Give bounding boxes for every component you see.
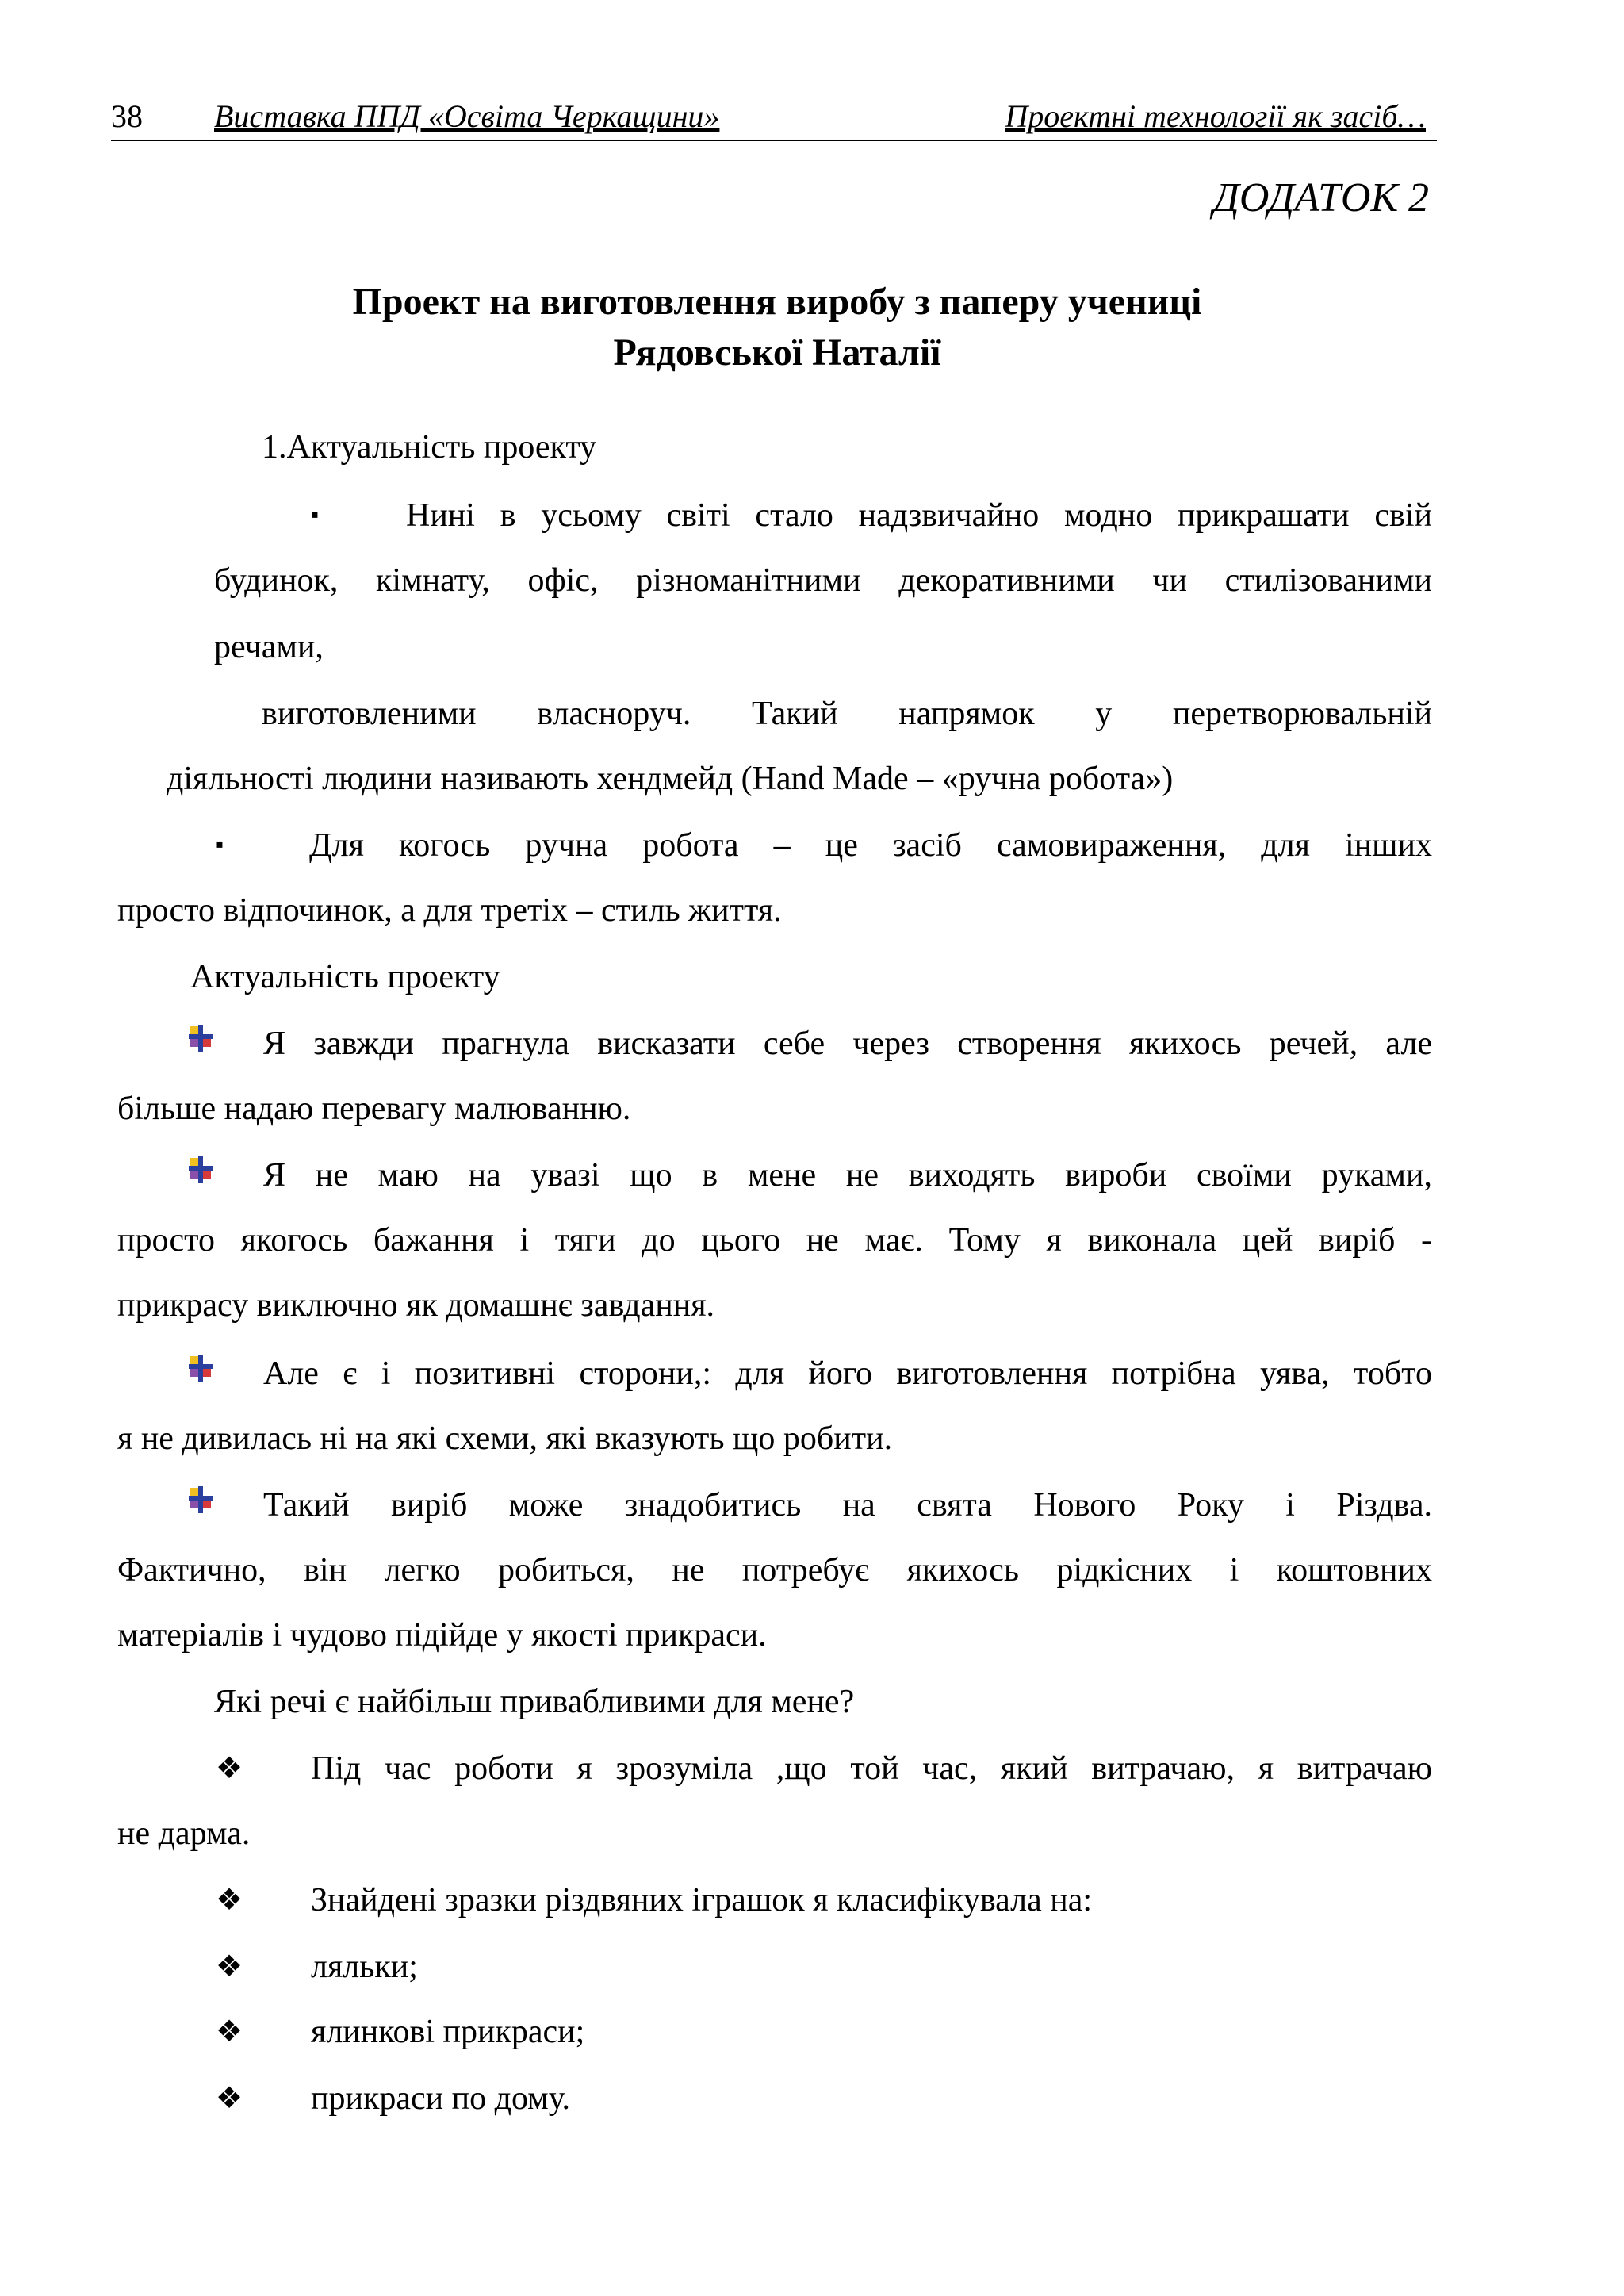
- list-item: Знайдені зразки різдвяних іграшок я класифікувала на:: [311, 1882, 1093, 1918]
- document-title-line-1: Проект на виготовлення виробу з паперу учениці: [352, 281, 1202, 323]
- paragraph-line: Але є і позитивні сторони,: для його виготовлення потрібна уява, тобто: [263, 1355, 1432, 1392]
- paragraph-line: діяльності людини називають хендмейд (Hand Made – «ручна робота»): [167, 761, 1174, 797]
- paragraph-line: прикрасу виключно як домашнє завдання.: [117, 1287, 715, 1324]
- paragraph-line: Нині в усьому світі стало надзвичайно модно прикрашати свій: [406, 497, 1432, 534]
- diamond-bullet-icon: ❖: [216, 2082, 243, 2115]
- document-title-line-2: Рядовської Наталії: [613, 332, 941, 374]
- paragraph-line: Для когось ручна робота – це засіб самовираження, для інших: [309, 827, 1432, 864]
- paragraph-line: просто якогось бажання і тяги до цього не має. Тому я виконала цей виріб -: [117, 1222, 1432, 1259]
- diamond-bullet-icon: ❖: [216, 1752, 243, 1785]
- paragraph-line: більше надаю перевагу малюванню.: [117, 1091, 631, 1127]
- paragraph-line: Такий виріб може знадобитись на свята Нового Року і Різдва.: [263, 1487, 1432, 1524]
- paragraph-line: Під час роботи я зрозуміла ,що той час, який витрачаю, я витрачаю: [311, 1750, 1432, 1787]
- section-heading-attractive: Які речі є найбільш привабливими для мене?: [214, 1684, 855, 1720]
- flag-bullet-icon: [187, 1023, 214, 1053]
- paragraph-line: просто відпочинок, а для третіх – стиль життя.: [117, 892, 782, 929]
- diamond-bullet-icon: ❖: [216, 1884, 243, 1917]
- paragraph-line: Я не маю на увазі що в мене не виходять вироби своїми руками,: [263, 1157, 1432, 1194]
- list-item: ялинкові прикраси;: [311, 2014, 585, 2050]
- square-bullet-icon: ▪: [216, 833, 224, 857]
- paragraph-line: матеріалів і чудово підійде у якості прикраси.: [117, 1617, 767, 1654]
- flag-bullet-icon: [187, 1485, 214, 1515]
- diamond-bullet-icon: ❖: [216, 2015, 243, 2049]
- list-item: прикраси по дому.: [311, 2080, 571, 2117]
- section-heading-relevance-2: Актуальність проекту: [190, 959, 500, 995]
- diamond-bullet-icon: ❖: [216, 1950, 243, 1984]
- paragraph-line: будинок, кімнату, офіс, різноманітними декоративними чи стилізованими: [214, 562, 1432, 599]
- flag-bullet-icon: [187, 1155, 214, 1185]
- paragraph-line: виготовленими власноруч. Такий напрямок у перетворювальній: [262, 696, 1432, 732]
- square-bullet-icon: ▪: [311, 503, 319, 527]
- header-right-title: Проектні технології як засіб…: [1005, 98, 1426, 134]
- page-header: [111, 97, 1437, 141]
- page-number: 38: [111, 98, 143, 134]
- paragraph-line: не дарма.: [117, 1815, 251, 1852]
- list-item: ляльки;: [311, 1949, 418, 1985]
- paragraph-line: я не дивилась ні на які схеми, які вказують що робити.: [117, 1420, 893, 1457]
- header-left-title: Виставка ППД «Освіта Черкащини»: [214, 98, 720, 134]
- paragraph-line: речами,: [214, 629, 324, 665]
- appendix-label: ДОДАТОК 2: [1212, 175, 1429, 220]
- paragraph-line: Я завжди прагнула висказати себе через створення якихось речей, але: [263, 1025, 1432, 1062]
- paragraph-line: Фактично, він легко робиться, не потребує якихось рідкісних і коштовних: [117, 1552, 1432, 1589]
- flag-bullet-icon: [187, 1353, 214, 1383]
- section-heading-relevance-1: 1.Актуальність проекту: [262, 429, 597, 466]
